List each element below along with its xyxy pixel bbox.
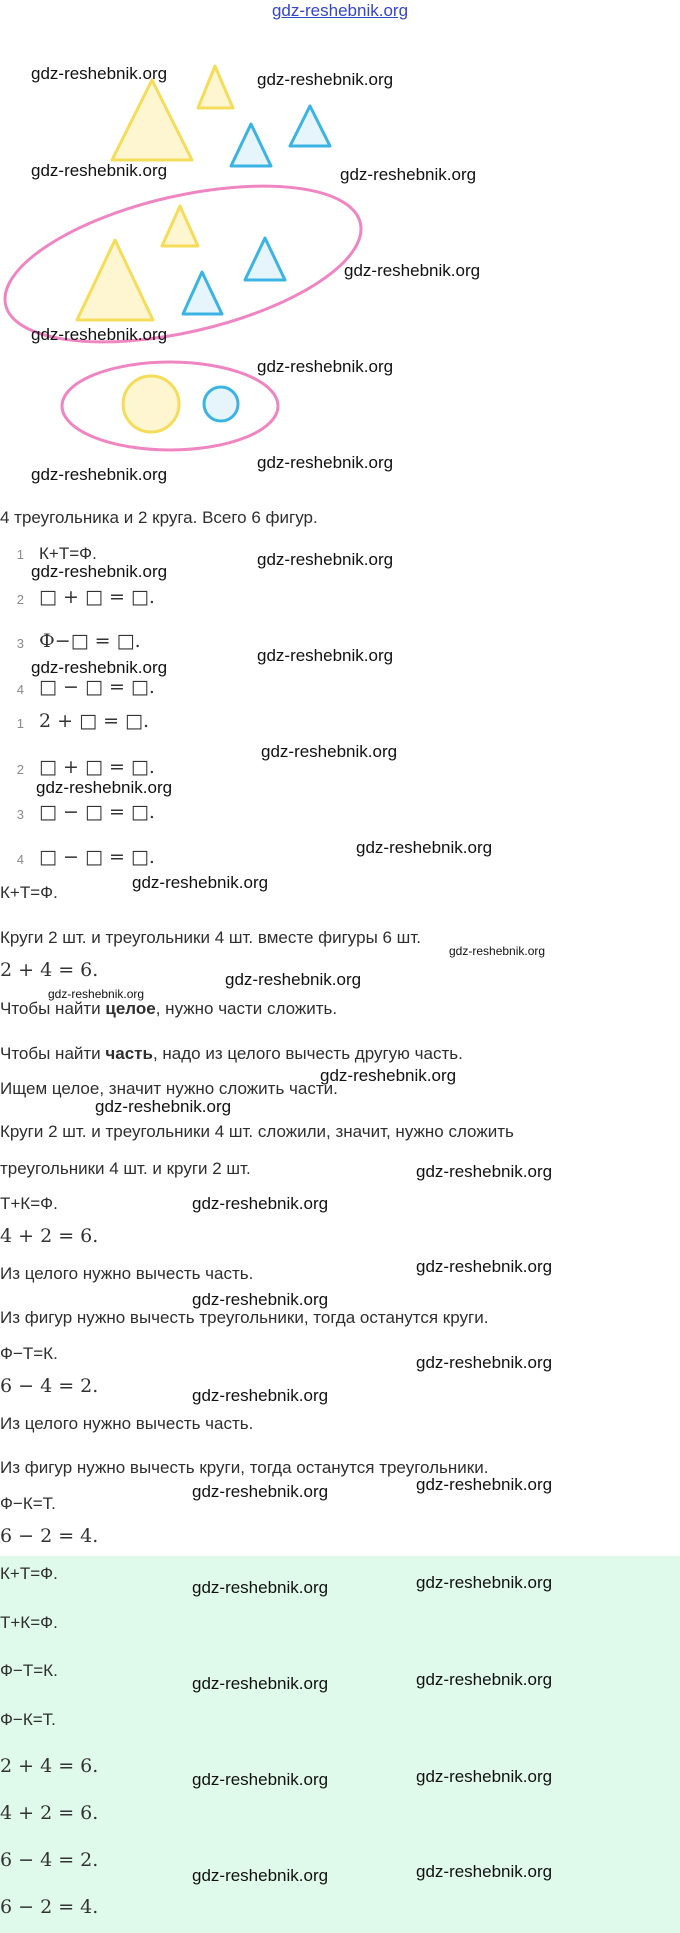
watermark: gdz-reshebnik.org (416, 1162, 553, 1181)
list2-num: 4 (16, 852, 24, 867)
watermark: gdz-reshebnik.org (257, 453, 394, 472)
calculation: 6 − 2 = 4. (0, 1525, 99, 1547)
solution-text: треугольники 4 шт. и круги 2 шт. (0, 1159, 251, 1178)
list1-item: □ + □ = □. (39, 586, 155, 608)
watermark: gdz-reshebnik.org (48, 987, 145, 1001)
list1-num: 2 (16, 592, 24, 607)
watermark: gdz-reshebnik.org (31, 325, 168, 344)
answer-equation: К+Т=Ф. (0, 1564, 58, 1583)
list2-num: 3 (16, 807, 24, 822)
summary-text: 4 треугольника и 2 круга. Всего 6 фигур. (0, 508, 318, 527)
solution-text: Из целого нужно вычесть часть. (0, 1264, 254, 1283)
blue-triangle-top-left (231, 124, 271, 166)
watermark: gdz-reshebnik.org (416, 1767, 553, 1786)
watermark: gdz-reshebnik.org (340, 165, 477, 184)
list2-num: 2 (16, 762, 24, 777)
answer-calculation: 6 − 4 = 2. (0, 1849, 99, 1871)
list2-item: □ + □ = □. (39, 756, 155, 778)
watermark: gdz-reshebnik.org (261, 742, 398, 761)
watermark: gdz-reshebnik.org (225, 970, 362, 989)
shapes-figure (0, 50, 680, 460)
equation: Ф−Т=К. (0, 1344, 58, 1363)
solution-text: Круги 2 шт. и треугольники 4 шт. вместе фигуры 6 шт. (0, 928, 421, 947)
answer-calculation: 6 − 2 = 4. (0, 1896, 99, 1918)
watermark: gdz-reshebnik.org (192, 1578, 329, 1597)
watermark: gdz-reshebnik.org (31, 161, 168, 180)
list1-num: 4 (16, 682, 24, 697)
watermark: gdz-reshebnik.org (192, 1770, 329, 1789)
calculation: 2 + 4 = 6. (0, 959, 99, 981)
watermark: gdz-reshebnik.org (416, 1862, 553, 1881)
answer-equation: Ф−Т=К. (0, 1661, 58, 1680)
answer-box (0, 1556, 680, 1933)
list2-num: 1 (16, 716, 24, 731)
answer-equation: Т+К=Ф. (0, 1613, 58, 1632)
equation: К+Т=Ф. (0, 883, 58, 902)
yellow-triangle-small-top (198, 66, 233, 108)
list1-item: □ − □ = □. (39, 676, 155, 698)
solution-text: Из целого нужно вычесть часть. (0, 1414, 254, 1433)
blue-triangle-oval-left (183, 272, 222, 314)
solution-text: Из фигур нужно вычесть круги, тогда останутся треугольники. (0, 1458, 489, 1477)
yellow-circle (123, 376, 179, 432)
watermark: gdz-reshebnik.org (257, 357, 394, 376)
list2-item: □ − □ = □. (39, 801, 155, 823)
watermark: gdz-reshebnik.org (416, 1475, 553, 1494)
watermark: gdz-reshebnik.org (416, 1670, 553, 1689)
blue-triangle-oval-right (245, 238, 285, 280)
watermark: gdz-reshebnik.org (192, 1386, 329, 1405)
blue-triangle-top-right (290, 106, 330, 146)
list1-item: Ф−□ = □. (39, 630, 141, 652)
watermark: gdz-reshebnik.org (449, 944, 546, 958)
solution-text: Круги 2 шт. и треугольники 4 шт. сложили, значит, нужно сложить (0, 1122, 514, 1141)
watermark: gdz-reshebnik.org (192, 1866, 329, 1885)
watermark: gdz-reshebnik.org (416, 1257, 553, 1276)
watermark: gdz-reshebnik.org (95, 1097, 232, 1116)
watermark: gdz-reshebnik.org (31, 658, 168, 677)
answer-calculation: 4 + 2 = 6. (0, 1802, 99, 1824)
list1-item: К+Т=Ф. (39, 544, 97, 563)
answer-equation: Ф−К=Т. (0, 1710, 56, 1729)
yellow-triangle-large-top (112, 80, 192, 160)
watermark: gdz-reshebnik.org (356, 838, 493, 857)
calculation: 6 − 4 = 2. (0, 1375, 99, 1397)
calculation: 4 + 2 = 6. (0, 1225, 99, 1247)
solution-text: Из фигур нужно вычесть треугольники, тогда останутся круги. (0, 1308, 489, 1327)
watermark: gdz-reshebnik.org (36, 778, 173, 797)
watermark: gdz-reshebnik.org (320, 1066, 457, 1085)
rule-part: Чтобы найти часть, надо из целого вычесть другую часть. (0, 1044, 463, 1063)
list2-item: □ − □ = □. (39, 846, 155, 868)
watermark: gdz-reshebnik.org (31, 465, 168, 484)
yellow-triangle-small-oval (162, 206, 198, 246)
list1-num: 1 (16, 547, 24, 562)
watermark: gdz-reshebnik.org (257, 646, 394, 665)
watermark: gdz-reshebnik.org (192, 1290, 329, 1309)
equation: Т+К=Ф. (0, 1194, 58, 1213)
watermark: gdz-reshebnik.org (192, 1674, 329, 1693)
watermark: gdz-reshebnik.org (416, 1573, 553, 1592)
blue-circle (204, 387, 238, 421)
watermark: gdz-reshebnik.org (257, 550, 394, 569)
watermark: gdz-reshebnik.org (192, 1482, 329, 1501)
yellow-triangle-large-oval (77, 240, 153, 320)
watermark: gdz-reshebnik.org (31, 562, 168, 581)
watermark: gdz-reshebnik.org (132, 873, 269, 892)
site-header (0, 1, 680, 21)
list2-item: 2 + □ = □. (39, 710, 150, 732)
site-link[interactable]: gdz-reshebnik.org (271, 1, 409, 20)
watermark: gdz-reshebnik.org (31, 64, 168, 83)
watermark: gdz-reshebnik.org (416, 1353, 553, 1372)
rule-whole: Чтобы найти целое, нужно части сложить. (0, 999, 338, 1018)
watermark: gdz-reshebnik.org (192, 1194, 329, 1213)
solution-text: Ищем целое, значит нужно сложить части. (0, 1079, 338, 1098)
equation: Ф−К=Т. (0, 1494, 56, 1513)
watermark: gdz-reshebnik.org (257, 70, 394, 89)
watermark: gdz-reshebnik.org (344, 261, 481, 280)
answer-calculation: 2 + 4 = 6. (0, 1755, 99, 1777)
list1-num: 3 (16, 636, 24, 651)
